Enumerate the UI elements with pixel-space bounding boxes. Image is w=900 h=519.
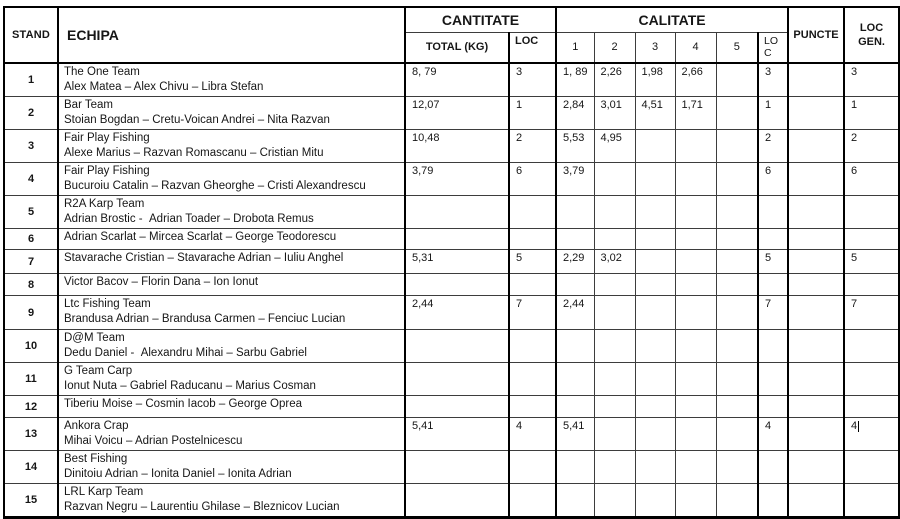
team-name: Ankora Crap <box>64 420 129 432</box>
puncte-cell[interactable] <box>788 396 844 418</box>
col-header-loc-cantitate[interactable]: LOC <box>509 32 556 63</box>
team-cell[interactable] <box>58 196 405 229</box>
puncte-cell[interactable] <box>788 363 844 396</box>
quality-1-cell[interactable]: 5,53 <box>556 130 594 163</box>
col-header-quality-4[interactable]: 4 <box>675 32 716 63</box>
team-members: Adrian Scarlat – Mircea Scarlat – George Teodorescu <box>64 231 337 243</box>
loc-cantitate-cell[interactable]: 1 <box>509 97 556 130</box>
quality-5-cell[interactable] <box>716 163 758 196</box>
total-cell[interactable]: 3,79 <box>405 163 509 196</box>
quality-1-cell[interactable] <box>556 451 594 484</box>
quality-3-cell[interactable] <box>635 484 675 518</box>
loc-cantitate-cell[interactable] <box>509 196 556 229</box>
quality-3-cell[interactable] <box>635 130 675 163</box>
puncte-cell[interactable] <box>788 130 844 163</box>
quality-4-cell[interactable] <box>675 130 716 163</box>
loc-calitate-cell[interactable] <box>758 196 788 229</box>
stand-cell[interactable]: 8 <box>4 274 58 296</box>
quality-1-cell[interactable]: 5,41 <box>556 418 594 451</box>
loc-calitate-cell[interactable]: 5 <box>758 250 788 274</box>
quality-1-cell[interactable] <box>556 196 594 229</box>
quality-5-cell[interactable] <box>716 418 758 451</box>
table-row <box>4 363 899 396</box>
table-row <box>4 484 899 518</box>
total-cell[interactable]: 5,41 <box>405 418 509 451</box>
team-members: Alexe Marius – Razvan Romascanu – Cristian Mitu <box>64 147 324 159</box>
team-members: Dinitoiu Adrian – Ionita Daniel – Ionita Adrian <box>64 468 292 480</box>
puncte-cell[interactable] <box>788 250 844 274</box>
table-row <box>4 296 899 330</box>
loc-cantitate-cell[interactable]: 6 <box>509 163 556 196</box>
quality-1-cell[interactable]: 2,44 <box>556 296 594 330</box>
quality-3-cell[interactable]: 4,51 <box>635 97 675 130</box>
quality-4-cell[interactable]: 2,66 <box>675 63 716 97</box>
stand-cell[interactable]: 3 <box>4 130 58 163</box>
quality-2-cell[interactable] <box>594 229 635 250</box>
quality-1-cell[interactable]: 2,29 <box>556 250 594 274</box>
loc-gen-cell[interactable]: 1 <box>844 97 899 130</box>
loc-calitate-cell[interactable] <box>758 330 788 363</box>
loc-gen-cell[interactable] <box>844 330 899 363</box>
quality-4-cell[interactable] <box>675 396 716 418</box>
quality-1-cell[interactable]: 2,84 <box>556 97 594 130</box>
team-name: R2A Karp Team <box>64 198 145 210</box>
quality-2-cell[interactable] <box>594 330 635 363</box>
quality-2-cell[interactable] <box>594 163 635 196</box>
team-cell[interactable] <box>58 296 405 330</box>
loc-calitate-cell[interactable]: 4 <box>758 418 788 451</box>
team-cell[interactable] <box>58 250 405 274</box>
table-row <box>4 451 899 484</box>
team-cell[interactable] <box>58 63 405 97</box>
stand-cell[interactable]: 6 <box>4 229 58 250</box>
quality-5-cell[interactable] <box>716 250 758 274</box>
team-name: D@M Team <box>64 332 125 344</box>
stand-cell[interactable]: 9 <box>4 296 58 330</box>
loc-calitate-cell[interactable] <box>758 451 788 484</box>
quality-4-cell[interactable] <box>675 363 716 396</box>
quality-3-cell[interactable] <box>635 163 675 196</box>
text-cursor <box>858 421 859 432</box>
loc-calitate-cell[interactable]: 7 <box>758 296 788 330</box>
quality-5-cell[interactable] <box>716 130 758 163</box>
total-cell[interactable] <box>405 396 509 418</box>
quality-5-cell[interactable] <box>716 484 758 518</box>
table-row <box>4 274 899 296</box>
table-row <box>4 196 899 229</box>
loc-gen-cell[interactable]: 2 <box>844 130 899 163</box>
quality-4-cell[interactable]: 1,71 <box>675 97 716 130</box>
puncte-cell[interactable] <box>788 274 844 296</box>
team-cell[interactable] <box>58 396 405 418</box>
quality-5-cell[interactable] <box>716 196 758 229</box>
col-header-quality-2[interactable]: 2 <box>594 32 635 63</box>
puncte-cell[interactable] <box>788 484 844 518</box>
total-cell[interactable] <box>405 330 509 363</box>
loc-calitate-cell[interactable]: 6 <box>758 163 788 196</box>
table-header <box>4 7 899 63</box>
loc-gen-cell[interactable]: 6 <box>844 163 899 196</box>
col-header-quality-3[interactable]: 3 <box>635 32 675 63</box>
quality-3-cell[interactable] <box>635 296 675 330</box>
table-row <box>4 396 899 418</box>
quality-3-cell[interactable] <box>635 330 675 363</box>
team-members: Stoian Bogdan – Cretu-Voican Andrei – Nita Razvan <box>64 114 330 126</box>
team-cell[interactable] <box>58 97 405 130</box>
team-cell[interactable] <box>58 163 405 196</box>
quality-2-cell[interactable] <box>594 274 635 296</box>
team-members: Tiberiu Moise – Cosmin Iacob – George Oprea <box>64 398 302 410</box>
quality-1-cell[interactable] <box>556 274 594 296</box>
loc-gen-cell[interactable]: 4 <box>844 418 899 451</box>
team-cell[interactable] <box>58 451 405 484</box>
quality-5-cell[interactable] <box>716 229 758 250</box>
loc-cantitate-cell[interactable] <box>509 451 556 484</box>
quality-1-cell[interactable]: 1, 89 <box>556 63 594 97</box>
loc-cantitate-cell[interactable] <box>509 274 556 296</box>
loc-cantitate-cell[interactable]: 7 <box>509 296 556 330</box>
loc-gen-cell[interactable]: 3 <box>844 63 899 97</box>
loc-gen-cell[interactable] <box>844 196 899 229</box>
loc-calitate-cell[interactable]: 3 <box>758 63 788 97</box>
quality-2-cell[interactable]: 3,01 <box>594 97 635 130</box>
table-row <box>4 250 899 274</box>
results-table <box>3 6 900 519</box>
col-header-calitate[interactable]: CALITATE <box>556 7 788 32</box>
quality-5-cell[interactable] <box>716 396 758 418</box>
team-members: Mihai Voicu – Adrian Postelnicescu <box>64 435 243 447</box>
quality-4-cell[interactable] <box>675 163 716 196</box>
loc-cantitate-cell[interactable]: 2 <box>509 130 556 163</box>
team-cell[interactable] <box>58 274 405 296</box>
team-members: Brandusa Adrian – Brandusa Carmen – Fenciuc Lucian <box>64 313 346 325</box>
quality-4-cell[interactable] <box>675 296 716 330</box>
stand-cell[interactable]: 13 <box>4 418 58 451</box>
quality-1-cell[interactable]: 3,79 <box>556 163 594 196</box>
stand-cell[interactable]: 5 <box>4 196 58 229</box>
quality-3-cell[interactable] <box>635 396 675 418</box>
col-header-cantitate[interactable]: CANTITATE <box>405 7 556 32</box>
team-members: Bucuroiu Catalin – Razvan Gheorghe – Cristi Alexandrescu <box>64 180 366 192</box>
quality-2-cell[interactable] <box>594 484 635 518</box>
stand-cell[interactable]: 10 <box>4 330 58 363</box>
puncte-cell[interactable] <box>788 296 844 330</box>
results-table-body <box>4 63 899 518</box>
stand-cell[interactable]: 4 <box>4 163 58 196</box>
quality-4-cell[interactable] <box>675 250 716 274</box>
table-row <box>4 97 899 130</box>
loc-gen-cell[interactable] <box>844 229 899 250</box>
loc-cantitate-cell[interactable] <box>509 363 556 396</box>
quality-2-cell[interactable] <box>594 296 635 330</box>
quality-2-cell[interactable] <box>594 418 635 451</box>
quality-2-cell[interactable] <box>594 363 635 396</box>
loc-gen-cell[interactable]: 7 <box>844 296 899 330</box>
quality-1-cell[interactable] <box>556 363 594 396</box>
col-header-quality-5[interactable]: 5 <box>716 32 758 63</box>
loc-gen-cell[interactable] <box>844 484 899 518</box>
table-row <box>4 330 899 363</box>
puncte-cell[interactable] <box>788 196 844 229</box>
quality-5-cell[interactable] <box>716 274 758 296</box>
stand-cell[interactable]: 2 <box>4 97 58 130</box>
team-name: G Team Carp <box>64 365 133 377</box>
loc-cantitate-cell[interactable]: 5 <box>509 250 556 274</box>
stand-cell[interactable]: 11 <box>4 363 58 396</box>
col-header-puncte[interactable]: PUNCTE <box>788 7 844 63</box>
total-cell[interactable]: 8, 79 <box>405 63 509 97</box>
quality-4-cell[interactable] <box>675 330 716 363</box>
team-name: Best Fishing <box>64 453 128 465</box>
quality-4-cell[interactable] <box>675 229 716 250</box>
quality-3-cell[interactable]: 1,98 <box>635 63 675 97</box>
loc-cantitate-cell[interactable] <box>509 330 556 363</box>
loc-gen-cell[interactable] <box>844 396 899 418</box>
quality-4-cell[interactable] <box>675 484 716 518</box>
col-header-total-kg[interactable]: TOTAL (KG) <box>405 32 509 63</box>
total-cell[interactable]: 5,31 <box>405 250 509 274</box>
stand-cell[interactable]: 15 <box>4 484 58 518</box>
team-members: Razvan Negru – Laurentiu Ghilase – Bleznicov Lucian <box>64 501 340 513</box>
loc-gen-cell[interactable]: 5 <box>844 250 899 274</box>
team-cell[interactable] <box>58 130 405 163</box>
loc-calitate-cell[interactable]: 2 <box>758 130 788 163</box>
loc-cantitate-cell[interactable] <box>509 229 556 250</box>
total-cell[interactable] <box>405 274 509 296</box>
quality-2-cell[interactable] <box>594 196 635 229</box>
stand-cell[interactable]: 1 <box>4 63 58 97</box>
quality-1-cell[interactable] <box>556 330 594 363</box>
team-members: Dedu Daniel - Alexandru Mihai – Sarbu Gabriel <box>64 347 307 359</box>
quality-2-cell[interactable]: 3,02 <box>594 250 635 274</box>
total-cell[interactable] <box>405 196 509 229</box>
loc-calitate-cell[interactable] <box>758 363 788 396</box>
quality-4-cell[interactable] <box>675 196 716 229</box>
quality-5-cell[interactable] <box>716 63 758 97</box>
puncte-cell[interactable] <box>788 330 844 363</box>
puncte-cell[interactable] <box>788 418 844 451</box>
puncte-cell[interactable] <box>788 97 844 130</box>
quality-5-cell[interactable] <box>716 451 758 484</box>
quality-1-cell[interactable] <box>556 484 594 518</box>
table-row <box>4 63 899 97</box>
quality-4-cell[interactable] <box>675 451 716 484</box>
loc-cantitate-cell[interactable] <box>509 484 556 518</box>
table-row <box>4 229 899 250</box>
quality-3-cell[interactable] <box>635 229 675 250</box>
table-row <box>4 163 899 196</box>
team-cell[interactable] <box>58 363 405 396</box>
team-members: Victor Bacov – Florin Dana – Ion Ionut <box>64 276 259 288</box>
col-header-loc-calitate[interactable]: LOC <box>758 32 788 63</box>
loc-cantitate-cell[interactable]: 3 <box>509 63 556 97</box>
loc-calitate-cell[interactable] <box>758 484 788 518</box>
team-members: Alex Matea – Alex Chivu – Libra Stefan <box>64 81 264 93</box>
team-cell[interactable] <box>58 484 405 518</box>
team-cell[interactable] <box>58 330 405 363</box>
table-row <box>4 418 899 451</box>
quality-5-cell[interactable] <box>716 363 758 396</box>
loc-calitate-cell[interactable] <box>758 396 788 418</box>
team-members: Ionut Nuta – Gabriel Raducanu – Marius Cosman <box>64 380 316 392</box>
quality-5-cell[interactable] <box>716 97 758 130</box>
puncte-cell[interactable] <box>788 451 844 484</box>
loc-gen-cell[interactable] <box>844 274 899 296</box>
quality-3-cell[interactable] <box>635 274 675 296</box>
quality-2-cell[interactable]: 2,26 <box>594 63 635 97</box>
table-row <box>4 130 899 163</box>
quality-5-cell[interactable] <box>716 330 758 363</box>
total-cell[interactable]: 2,44 <box>405 296 509 330</box>
loc-cantitate-cell[interactable] <box>509 396 556 418</box>
team-members: Stavarache Cristian – Stavarache Adrian – Iuliu Anghel <box>64 252 344 264</box>
col-header-stand[interactable]: STAND <box>4 7 58 63</box>
stand-cell[interactable]: 14 <box>4 451 58 484</box>
puncte-cell[interactable] <box>788 229 844 250</box>
team-name: The One Team <box>64 66 140 78</box>
team-name: Bar Team <box>64 99 114 111</box>
total-cell[interactable] <box>405 484 509 518</box>
header-row-groups <box>4 7 899 32</box>
loc-cantitate-cell[interactable]: 4 <box>509 418 556 451</box>
loc-calitate-cell[interactable] <box>758 274 788 296</box>
loc-gen-cell[interactable] <box>844 363 899 396</box>
team-members: Adrian Brostic - Adrian Toader – Drobota Remus <box>64 213 314 225</box>
team-name: Ltc Fishing Team <box>64 298 151 310</box>
team-name: Fair Play Fishing <box>64 132 150 144</box>
team-name: LRL Karp Team <box>64 486 144 498</box>
quality-2-cell[interactable]: 4,95 <box>594 130 635 163</box>
team-cell[interactable] <box>58 418 405 451</box>
quality-3-cell[interactable] <box>635 451 675 484</box>
col-header-loc-gen[interactable]: LOC GEN. <box>844 7 899 63</box>
loc-calitate-cell[interactable] <box>758 229 788 250</box>
total-cell[interactable] <box>405 451 509 484</box>
quality-4-cell[interactable] <box>675 274 716 296</box>
col-header-echipa[interactable]: ECHIPA <box>58 7 405 63</box>
team-name: Fair Play Fishing <box>64 165 150 177</box>
quality-3-cell[interactable] <box>635 196 675 229</box>
quality-2-cell[interactable] <box>594 396 635 418</box>
quality-1-cell[interactable] <box>556 229 594 250</box>
loc-gen-cell[interactable] <box>844 451 899 484</box>
total-cell[interactable]: 10,48 <box>405 130 509 163</box>
total-cell[interactable] <box>405 363 509 396</box>
col-header-quality-1[interactable]: 1 <box>556 32 594 63</box>
quality-3-cell[interactable] <box>635 418 675 451</box>
quality-3-cell[interactable] <box>635 363 675 396</box>
quality-1-cell[interactable] <box>556 396 594 418</box>
quality-2-cell[interactable] <box>594 451 635 484</box>
puncte-cell[interactable] <box>788 63 844 97</box>
team-cell[interactable] <box>58 229 405 250</box>
total-cell[interactable]: 12,07 <box>405 97 509 130</box>
total-cell[interactable] <box>405 229 509 250</box>
loc-calitate-cell[interactable]: 1 <box>758 97 788 130</box>
quality-4-cell[interactable] <box>675 418 716 451</box>
quality-3-cell[interactable] <box>635 250 675 274</box>
stand-cell[interactable]: 12 <box>4 396 58 418</box>
quality-5-cell[interactable] <box>716 296 758 330</box>
stand-cell[interactable]: 7 <box>4 250 58 274</box>
puncte-cell[interactable] <box>788 163 844 196</box>
